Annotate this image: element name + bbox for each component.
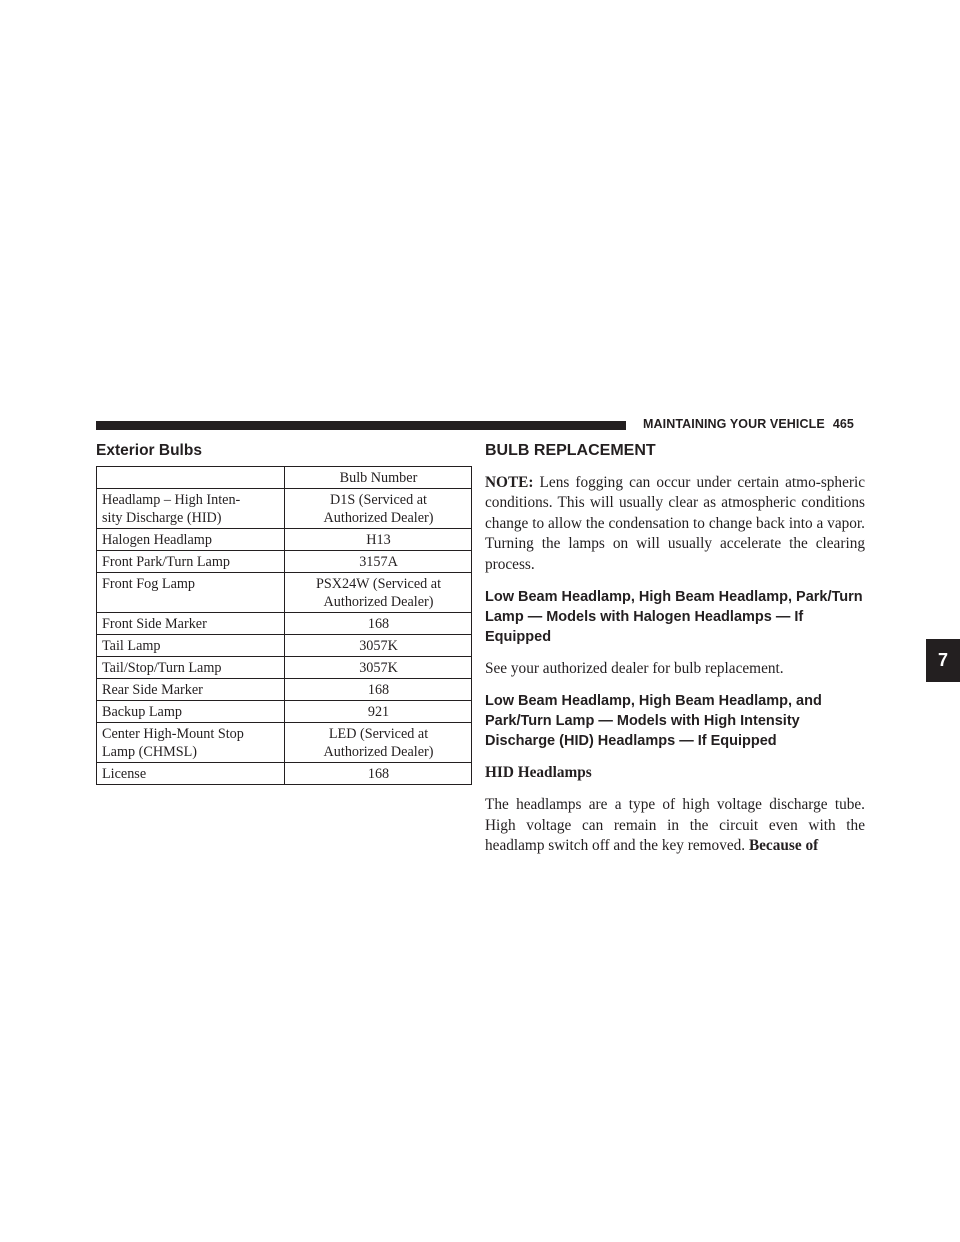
left-column [96, 441, 472, 785]
bulb-number-cell: 3157A [285, 551, 472, 573]
note-label: NOTE: [485, 474, 534, 491]
hid-headlamps-heading: HID Headlamps [485, 764, 592, 782]
hid-paragraph [485, 795, 865, 856]
running-header [643, 417, 854, 431]
lamp-name-cell: License [97, 763, 285, 785]
hid-subheading: Low Beam Headlamp, High Beam Headlamp, and Park/Turn Lamp — Models with High Intensity Discharge (HID) Headlamps — If Equipped [485, 693, 822, 750]
bulb-number-cell: 168 [285, 763, 472, 785]
table-row [97, 679, 472, 701]
bulb-number-cell: D1S (Serviced at Authorized Dealer) [285, 489, 472, 529]
header-rule [96, 421, 626, 430]
section-title: MAINTAINING YOUR VEHICLE [643, 417, 825, 431]
lamp-name-cell: Backup Lamp [97, 701, 285, 723]
exterior-bulbs-title: Exterior Bulbs [96, 442, 202, 459]
lamp-name-cell: Halogen Headlamp [97, 529, 285, 551]
halogen-paragraph: See your authorized dealer for bulb replacement. [485, 660, 784, 678]
lamp-name-cell: Front Park/Turn Lamp [97, 551, 285, 573]
table-row [97, 723, 472, 763]
bulb-number-cell: H13 [285, 529, 472, 551]
bulb-number-cell: 3057K [285, 657, 472, 679]
bulb-table [96, 466, 472, 785]
hid-text-bold: Because of [748, 837, 819, 855]
table-row [97, 701, 472, 723]
lamp-name-cell: Tail/Stop/Turn Lamp [97, 657, 285, 679]
bulb-number-cell: 921 [285, 701, 472, 723]
table-row [97, 763, 472, 785]
bulb-number-cell: PSX24W (Serviced at Authorized Dealer) [285, 573, 472, 613]
bulb-replacement-title: BULB REPLACEMENT [485, 442, 656, 459]
table-header-row [97, 467, 472, 489]
hid-text: The headlamps are a type of high voltage discharge tube. High voltage can remain in the circuit even with the headlamp switch off and the key removed. [485, 796, 865, 855]
page-number: 465 [832, 417, 854, 431]
table-row [97, 529, 472, 551]
table-row [97, 613, 472, 635]
lamp-name-cell: Center High-Mount Stop Lamp (CHMSL) [97, 723, 285, 763]
lamp-name-cell: Tail Lamp [97, 635, 285, 657]
table-header-bulb-number: Bulb Number [285, 467, 472, 489]
bulb-number-cell: 168 [285, 679, 472, 701]
table-row [97, 551, 472, 573]
table-row [97, 489, 472, 529]
lamp-name-cell: Front Side Marker [97, 613, 285, 635]
halogen-subheading: Low Beam Headlamp, High Beam Headlamp, Park/Turn Lamp — Models with Halogen Headlamps — If Equipped [485, 589, 863, 646]
lamp-name-cell: Rear Side Marker [97, 679, 285, 701]
bulb-number-cell: 168 [285, 613, 472, 635]
right-column [485, 441, 865, 857]
table-row [97, 635, 472, 657]
table-row [97, 573, 472, 613]
chapter-tab: 7 [926, 639, 960, 682]
bulb-number-cell: 3057K [285, 635, 472, 657]
note-paragraph [485, 473, 865, 575]
table-row [97, 657, 472, 679]
table-header-blank [97, 467, 285, 489]
bulb-number-cell: LED (Serviced at Authorized Dealer) [285, 723, 472, 763]
lamp-name-cell: Front Fog Lamp [97, 573, 285, 613]
note-text: Lens fogging can occur under certain atmo-spheric conditions. This will usually clear as atmospheric conditions change to allow the condensation to change back into a vapor. Turning the lamps on will usually accelerate the clearing process. [485, 474, 865, 573]
lamp-name-cell: Headlamp – High Inten- sity Discharge (HID) [97, 489, 285, 529]
